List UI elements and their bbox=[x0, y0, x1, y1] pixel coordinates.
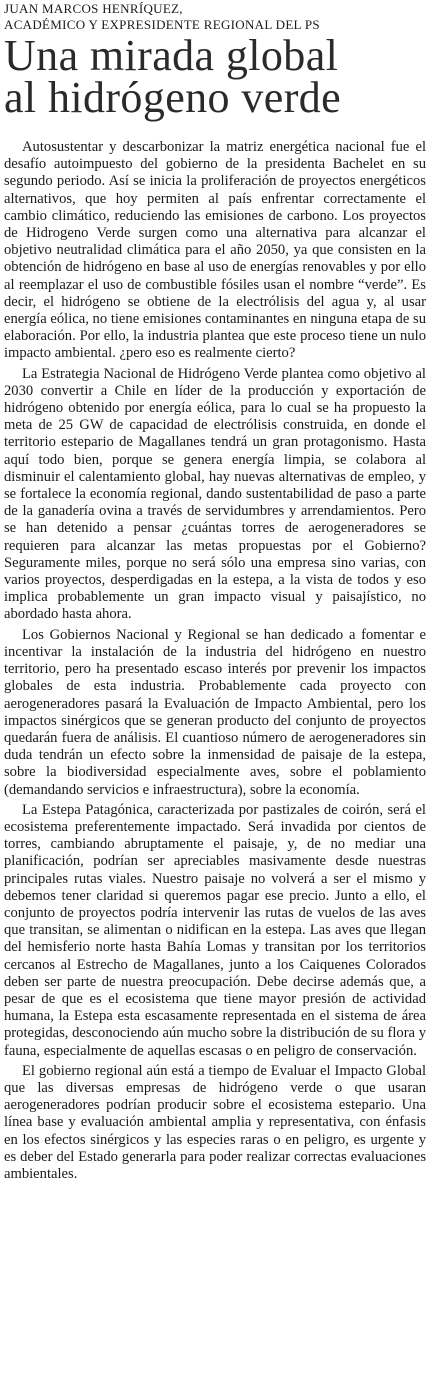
article-body bbox=[4, 139, 426, 1183]
article-paragraph: Autosustentar y descarbonizar la matriz energética nacional fue el desafío autoimpuesto del gobierno de la presidenta Bachelet en su segundo periodo. Así se inicia la proliferación de proyectos energéticos alternativos, que hoy permiten al país enfrentar correctamente el cambio climático, reduciendo las emisiones de carbono. Los proyectos de Hidrogeno Verde surgen como una alternativa para alcanzar el objetivo neutralidad climática para el año 2050, ya que consisten en la obtención de hidrógeno en base al uso de energías renovables y por ello al reemplazar el uso de combustible fósiles usan el nombre “verde”. Es decir, el hidrógeno se obtiene de la electrólisis del agua y, al usar energía eólica, no tiene emisiones contaminantes en ninguna etapa de su elaboración. Por ello, la industria plantea que este proceso tiene un nulo impacto ambiental. ¿pero eso es realmente cierto? bbox=[4, 139, 426, 362]
article-paragraph: El gobierno regional aún está a tiempo de Evaluar el Impacto Global que las diversas empresas de hidrógeno verde o que usaran aerogeneradores podrían producir sobre el ecosistema estepario. Una línea base y evaluación ambiental amplia y representativa, con énfasis en los efectos sinérgicos y las especies raras o en peligro, es urgente y es deber del Estado generarla para poder realizar correctas evaluaciones ambientales. bbox=[4, 1062, 426, 1182]
article-paragraph: La Estrategia Nacional de Hidrógeno Verde plantea como objetivo al 2030 convertir a Chile en líder de la producción y exportación de hidrógeno obtenido por energía eólica, para lo cual se ha propuesto la meta de 25 GW de capacidad de electrólisis construida, en donde el territorio estepario de Magallanes tendrá un gran protagonismo. Hasta aquí todo bien, porque se genera energía limpia, se colabora al disminuir el calentamiento global, hay nuevas alternativas de empleo, y se fortalece la economía regional, dando sustentabilidad de paso a parte de la ganadería ovina a través de servidumbres y arrendamientos. Pero se han detenido a pensar ¿cuántas torres de aerogeneradores se requieren para alcanzar las metas propuestas por el Gobierno? Seguramente miles, porque no será sólo una empresa sino varias, con varios proyectos, desperdigadas en la estepa, a la vista de todos y eso implica probablemente un gran impacto visual y paisajístico, no abordado hasta ahora. bbox=[4, 365, 426, 623]
author-role: ACADÉMICO Y EXPRESIDENTE REGIONAL DEL PS bbox=[4, 17, 320, 32]
author-name: JUAN MARCOS HENRÍQUEZ, bbox=[4, 1, 183, 16]
headline-line-1: Una mirada global bbox=[4, 31, 339, 80]
article-paragraph: La Estepa Patagónica, caracterizada por pastizales de coirón, será el ecosistema preferentemente impactado. Será invadida por cientos de torres, cambiando abruptamente el paisaje, y, de no mediar una planificación, podrían ser apreciables masivamente desde nuestras principales rutas viales. Nuestro paisaje no volverá a ser el mismo y debemos tener claridad si queremos pagar ese precio. Junto a ello, el conjunto de proyectos podría intervenir las rutas de vuelos de las aves que transitan, se alimentan o nidifican en la estepa. Las aves que llegan del hemisferio norte hasta Bahía Lomas y transitan por los territorios cercanos al Estrecho de Magallanes, junto a los Caiquenes Colorados deben ser parte de nuestra preocupación. Debe decirse además que, a pesar de que es el ecosistema que tiene mayor presión de actividad humana, la Estepa esta escasamente representada en el sistema de área protegidas, desconociendo aún mucho sobre la distribución de su flora y fauna, especialmente de aquellas escasas o en peligro de conservación. bbox=[4, 801, 426, 1059]
author-byline bbox=[4, 0, 426, 33]
article-headline bbox=[4, 31, 426, 122]
article-paragraph: Los Gobiernos Nacional y Regional se han dedicado a fomentar e incentivar la instalación de la industria del hidrógeno en nuestro territorio, pero ha presentado escaso interés por prevenir los impactos globales de esta industria. Probablemente cada proyecto con aerogeneradores pasará la Evaluación de Impacto Ambiental, pero los impactos sinérgicos que se generan producto del conjunto de proyectos quedarán fuera de análisis. El cuantioso número de aerogeneradores sin duda tendrán un efecto sobre la inmensidad de paisaje de la estepa, sobre la biodiversidad especialmente aves, sobre el poblamiento (demandando servicios e infraestructura), sobre la economía. bbox=[4, 626, 426, 798]
headline-line-2: al hidrógeno verde bbox=[4, 73, 342, 122]
